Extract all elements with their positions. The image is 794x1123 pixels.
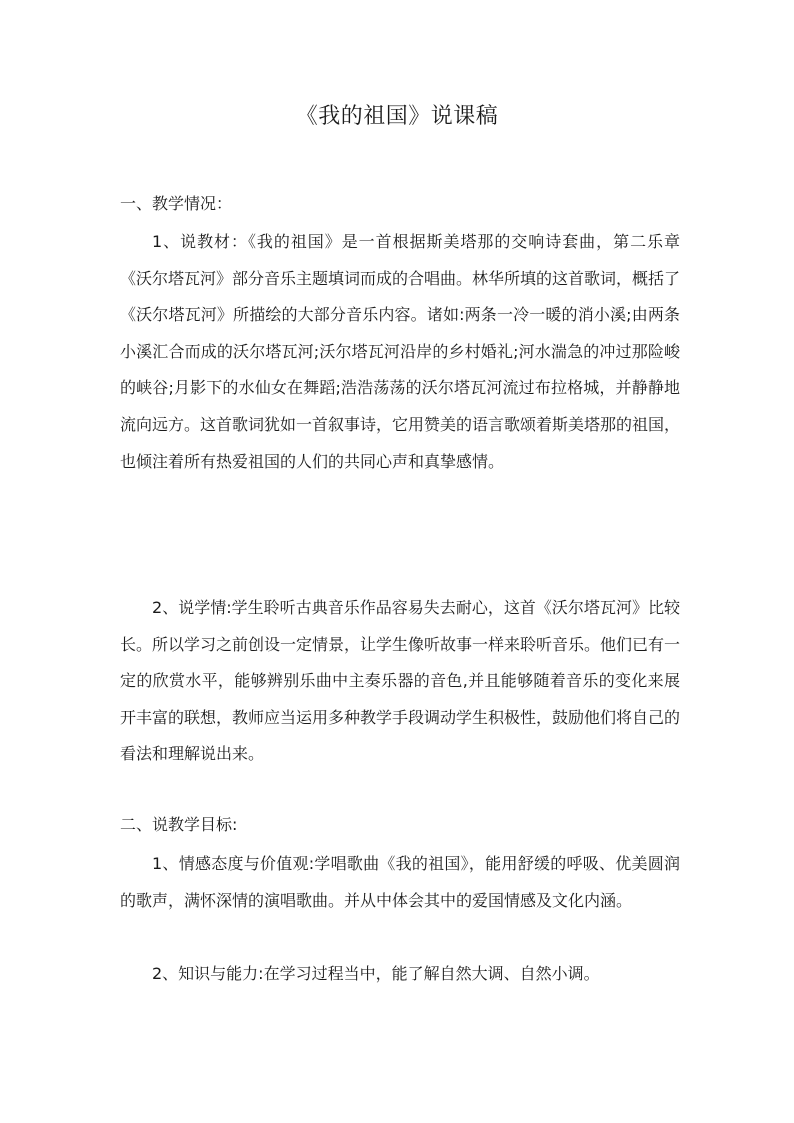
paragraph-emotional-goals: 1、情感态度与价值观:学唱歌曲《我的祖国》，能用舒缓的呼吸、优美圆润的歌声，满怀深情的演唱歌曲。并从中体会其中的爱国情感及文化内涵。 [120,854,680,910]
section-heading-teaching-goals: 二、说教学目标: [120,815,238,834]
paragraph-knowledge-goals: 2、知识与能力:在学习过程当中，能了解自然大调、自然小调。 [152,964,600,983]
section-heading-teaching-situation: 一、教学情况： [120,194,233,213]
paragraph-textbook: 1、说教材：《我的祖国》是一首根据斯美塔那的交响诗套曲，第二乐章《沃尔塔瓦河》部分音乐主题填词而成的合唱曲。林华所填的这首歌词，概括了《沃尔塔瓦河》所描绘的大部分音乐内容。诸如:两条一冷一暖的消小溪;由两条小溪汇合而成的沃尔塔瓦河;沃尔塔瓦河沿岸的乡村婚礼;河水湍急的冲过那险峻的峡谷;月影下的水仙女在舞蹈;浩浩荡荡的沃尔塔瓦河流过布拉格城，并静静地流向远方。这首歌词犹如一首叙事诗，它用赞美的语言歌颂着斯美塔那的祖国，也倾注着所有热爱祖国的人们的共同心声和真挚感情。 [120,232,681,471]
document-title: 《我的祖国》说课稿 [295,104,499,129]
paragraph-student-situation: 2、说学情:学生聆听古典音乐作品容易失去耐心，这首《沃尔塔瓦河》比较长。所以学习之前创设一定情景，让学生像听故事一样来聆听音乐。他们已有一定的欣赏水平，能够辨别乐曲中主奏乐器的音色,并且能够随着音乐的变化来展开丰富的联想，教师应当运用多种教学手段调动学生积极性，鼓励他们将自己的看法和理解说出来。 [120,598,681,764]
